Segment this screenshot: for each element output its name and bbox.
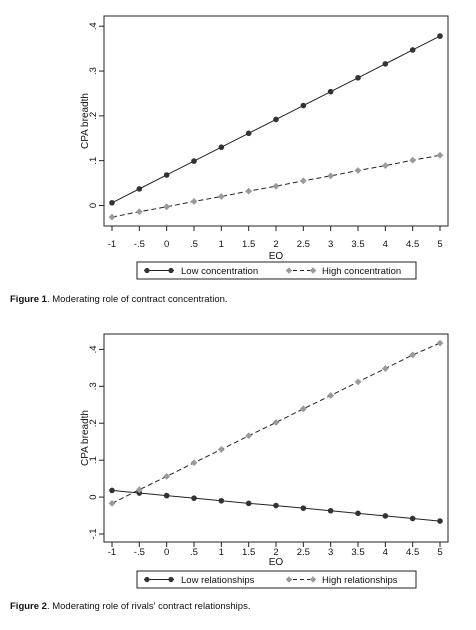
data-point [246,501,252,507]
plot-frame [104,334,448,542]
figure-1-caption-text: . Moderating role of contract concentration. [46,294,228,305]
x-tick-label: 3 [328,547,334,558]
x-tick-label: 0 [164,239,170,250]
data-point [301,505,307,511]
data-point [301,103,307,109]
legend-marker-1 [168,577,173,582]
y-axis-title: CPA breadth [80,93,91,149]
legend-marker-1 [144,577,149,582]
legend-label-1: Low relationships [181,574,255,586]
data-point [164,172,170,178]
y-tick-label: .2 [88,111,99,120]
x-tick-label: 3.5 [351,547,365,558]
x-tick-label: 1.5 [242,239,256,250]
data-point [109,488,115,494]
data-point [164,493,170,499]
x-tick-label: 1 [218,239,224,250]
y-tick-label: .4 [88,22,99,31]
figure-1-chart [0,0,476,292]
data-point [355,511,361,517]
y-tick-label: 0 [88,494,99,500]
data-point [383,61,389,67]
x-tick-label: 2 [273,239,279,250]
x-tick-label: 3.5 [351,239,365,250]
x-tick-label: -1 [107,547,117,558]
y-tick-label: .3 [88,67,99,76]
x-tick-label: .5 [190,239,198,250]
legend-label-1: Low concentration [181,265,259,277]
x-tick-label: 5 [437,239,443,250]
data-point [219,144,225,150]
data-point [137,186,143,192]
x-axis-title: EO [268,251,284,262]
x-tick-label: 1.5 [242,547,256,558]
legend-label-2: High relationships [322,574,398,586]
x-tick-label: 0 [164,547,170,558]
legend-marker-1 [144,268,149,273]
data-point [437,518,443,524]
y-tick-label: 0 [88,202,99,209]
x-tick-label: 2.5 [296,239,310,250]
y-tick-label: .1 [88,156,99,165]
figure-1-label: Figure 1 [10,294,47,305]
x-axis-title: EO [268,557,284,568]
legend-label-2: High concentration [322,265,402,277]
figure-2-chart [0,322,476,596]
figure-1-caption [10,294,228,305]
x-tick-label: -.5 [133,547,145,558]
x-tick-label: -1 [107,239,117,250]
x-tick-label: 3 [328,239,334,250]
legend-marker-1 [168,268,173,273]
data-point [410,47,416,53]
figure-2-label: Figure 2 [10,601,47,612]
y-tick-label: .1 [88,456,99,465]
y-axis-title: CPA breadth [80,410,91,466]
data-point [328,508,334,514]
data-point [355,75,361,81]
x-tick-label: 5 [437,547,443,558]
data-point [246,131,252,137]
y-tick-label: .2 [88,419,99,428]
figure-2-caption [10,601,250,612]
y-tick-label: .3 [88,382,99,391]
x-tick-label: -.5 [133,239,145,250]
data-point [191,158,197,164]
x-tick-label: 2.5 [296,547,310,558]
data-point [191,495,197,501]
data-point [410,516,416,522]
data-point [328,89,334,95]
data-point [383,513,389,519]
x-tick-label: .5 [190,547,198,558]
data-point [273,117,279,123]
x-tick-label: 1 [218,547,224,558]
y-tick-label: -.1 [88,528,99,540]
x-tick-label: 2 [273,547,279,558]
data-point [219,498,225,504]
x-tick-label: 4.5 [406,547,420,558]
figure-2-caption-text: . Moderating role of rivals' contract relationships. [46,601,251,612]
data-point [437,33,443,39]
x-tick-label: 4 [382,239,388,250]
x-tick-label: 4.5 [406,239,420,250]
x-tick-label: 4 [382,547,388,558]
y-tick-label: .4 [88,345,99,354]
data-point [109,200,115,206]
data-point [273,503,279,509]
